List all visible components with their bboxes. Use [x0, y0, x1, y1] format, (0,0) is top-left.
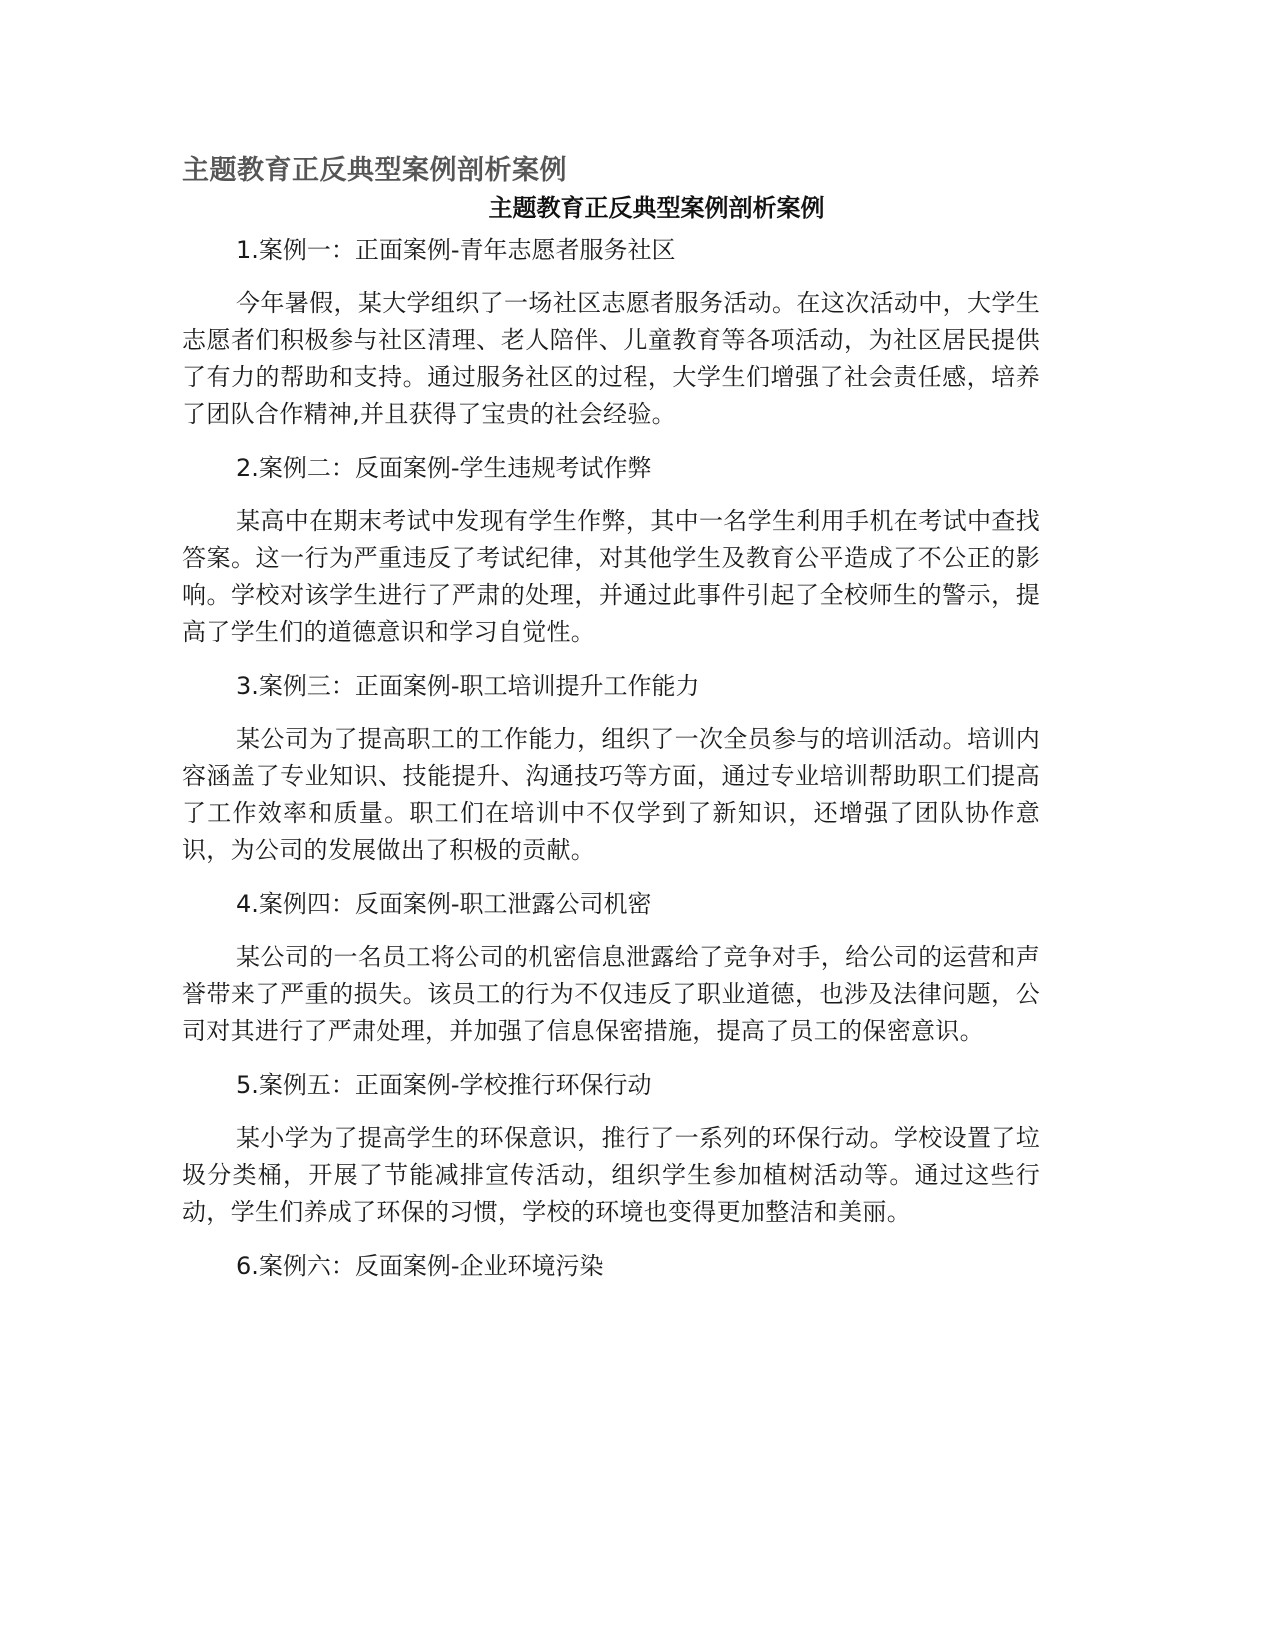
document-title: 主题教育正反典型案例剖析案例 — [182, 155, 567, 186]
case-paragraph: 某公司的一名员工将公司的机密信息泄露给了竞争对手，给公司的运营和声誉带来了严重的损失。该员工的行为不仅违反了职业道德，也涉及法律问题，公司对其进行了严肃处理，并加强了信息保密措施，提高了员工的保密意识。 — [182, 943, 1040, 1045]
case-heading: 2.案例二：反面案例-学生违规考试作弊 — [236, 454, 652, 482]
document-body — [182, 232, 1040, 1301]
document-subtitle: 主题教育正反典型案例剖析案例 — [488, 194, 825, 222]
case-heading: 5.案例五：正面案例-学校推行环保行动 — [236, 1071, 652, 1099]
case-heading: 4.案例四：反面案例-职工泄露公司机密 — [236, 890, 652, 918]
case-paragraph: 某小学为了提高学生的环保意识，推行了一系列的环保行动。学校设置了垃圾分类桶，开展了节能减排宣传活动，组织学生参加植树活动等。通过这些行动，学生们养成了环保的习惯，学校的环境也变得更加整洁和美丽。 — [182, 1124, 1040, 1226]
case-paragraph: 今年暑假，某大学组织了一场社区志愿者服务活动。在这次活动中，大学生志愿者们积极参与社区清理、老人陪伴、儿童教育等各项活动，为社区居民提供了有力的帮助和支持。通过服务社区的过程，大学生们增强了社会责任感，培养了团队合作精神,并且获得了宝贵的社会经验。 — [182, 289, 1040, 428]
case-paragraph: 某高中在期末考试中发现有学生作弊，其中一名学生利用手机在考试中查找答案。这一行为严重违反了考试纪律，对其他学生及教育公平造成了不公正的影响。学校对该学生进行了严肃的处理，并通过此事件引起了全校师生的警示，提高了学生们的道德意识和学习自觉性。 — [182, 507, 1040, 646]
case-heading: 6.案例六：反面案例-企业环境污染 — [236, 1252, 604, 1280]
case-paragraph: 某公司为了提高职工的工作能力，组织了一次全员参与的培训活动。培训内容涵盖了专业知识、技能提升、沟通技巧等方面，通过专业培训帮助职工们提高了工作效率和质量。职工们在培训中不仅学到了新知识，还增强了团队协作意识，为公司的发展做出了积极的贡献。 — [182, 725, 1040, 864]
case-heading: 1.案例一：正面案例-青年志愿者服务社区 — [236, 236, 676, 264]
case-heading: 3.案例三：正面案例-职工培训提升工作能力 — [236, 672, 700, 700]
